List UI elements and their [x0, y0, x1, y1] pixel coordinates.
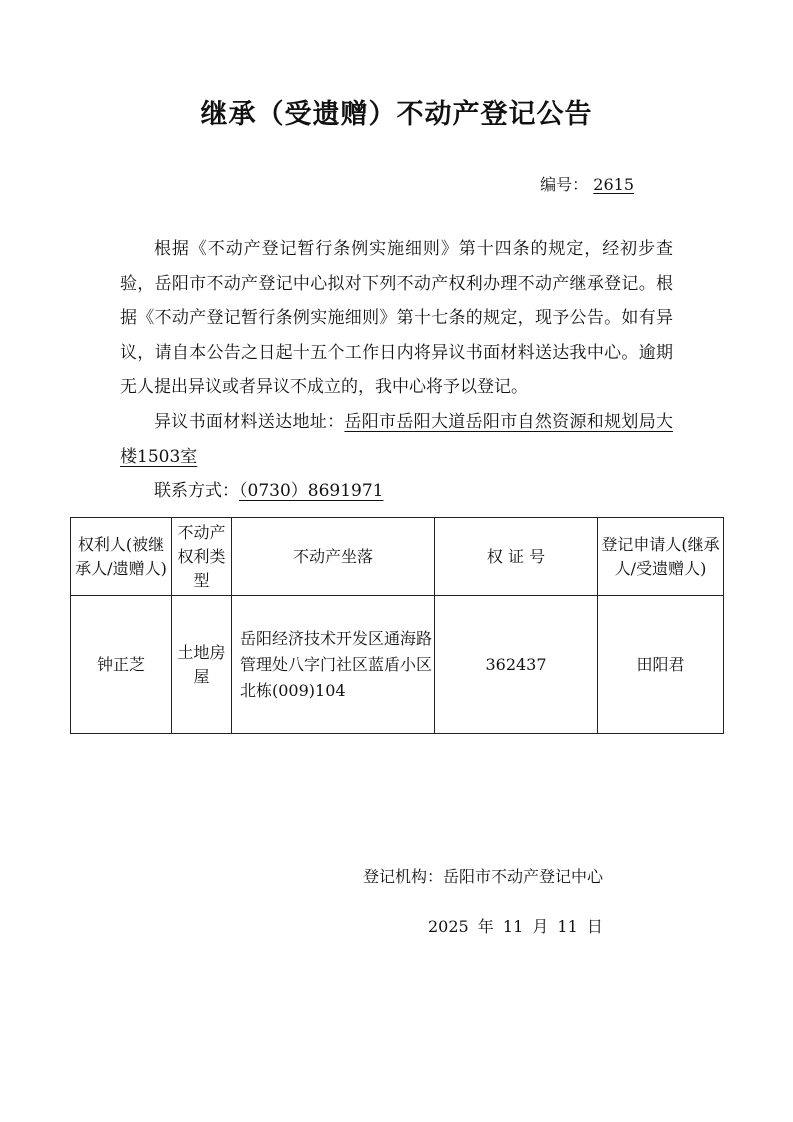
serial-number — [540, 172, 634, 195]
cell-type: 土地房屋 — [172, 596, 232, 734]
notice-paragraph: 根据《不动产登记暂行条例实施细则》第十四条的规定，经初步查验，岳阳市不动产登记中心拟对下列不动产权利办理不动产继承登记。根据《不动产登记暂行条例实施细则》第十七条的规定，现予公告。如有异议，请自本公告之日起十五个工作日内将异议书面材料送达我中心。逾期无人提出异议或者异议不成立的，我中心将予以登记。 — [120, 239, 673, 398]
serial-value: 2615 — [593, 175, 634, 194]
cell-certificate: 362437 — [435, 596, 598, 734]
objection-address-value: 岳阳市岳阳大道岳阳市自然资源和规划局大楼1503室 — [120, 411, 674, 467]
header-applicant: 登记申请人(继承人/受遗赠人) — [598, 518, 724, 596]
notice-body — [120, 232, 673, 509]
cell-holder: 钟正芝 — [71, 596, 172, 734]
objection-address — [120, 405, 673, 474]
contact-info — [120, 474, 673, 509]
header-certificate: 权 证 号 — [435, 518, 598, 596]
header-holder: 权利人(被继承人/遗赠人) — [71, 518, 172, 596]
serial-label: 编号： — [540, 175, 589, 194]
authority-name: 岳阳市不动产登记中心 — [443, 867, 604, 886]
contact-value: （0730）8691971 — [239, 481, 384, 502]
registration-authority — [363, 864, 603, 887]
table-header-row — [71, 518, 724, 596]
cell-applicant: 田阳君 — [598, 596, 724, 734]
page-title: 继承（受遗赠）不动产登记公告 — [200, 99, 593, 130]
cell-location: 岳阳经济技术开发区通海路管理处八字门社区蓝盾小区北栋(009)104 — [232, 596, 435, 734]
header-type: 不动产权利类型 — [172, 518, 232, 596]
table-row — [71, 596, 724, 734]
header-location: 不动产坐落 — [232, 518, 435, 596]
authority-label: 登记机构： — [363, 867, 444, 886]
property-table — [70, 517, 724, 734]
contact-label: 联系方式： — [154, 481, 239, 502]
objection-address-label: 异议书面材料送达地址： — [154, 411, 345, 432]
notice-date: 2025 年 11 月 11 日 — [428, 917, 603, 936]
